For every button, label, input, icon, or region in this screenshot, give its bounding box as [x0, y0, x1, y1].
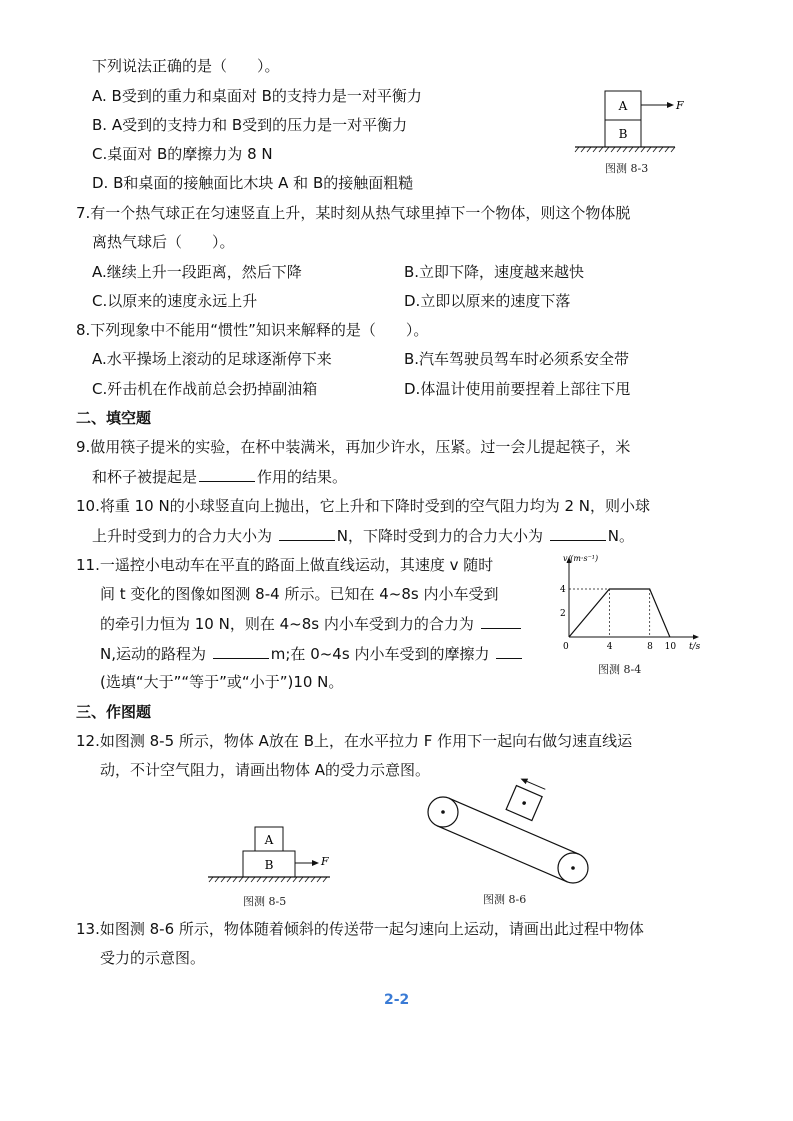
figure-8-5 — [208, 825, 338, 885]
q9-text-a: 和杯子被提起是 — [92, 468, 198, 486]
q8-option-a: A.水平操场上滚动的足球逐渐停下来 — [92, 350, 332, 368]
q7-line-2: 离热气球后（ ）。 — [92, 233, 235, 251]
x-tick-label: 4 — [606, 642, 613, 652]
q11-text-4b: m;在 0~4s 内小车受到的摩擦力 — [270, 645, 495, 663]
q12-line-2: 动，不计空气阻力，请画出物体 A的受力示意图。 — [100, 761, 431, 779]
q10-text-b: N，下降时受到力的合力大小为 — [336, 527, 548, 545]
q11-line-1: 11.一遥控小电动车在平直的路面上做直线运动，其速度 v 随时 — [76, 556, 494, 574]
q6-stem: 下列说法正确的是（ ）。 — [92, 57, 280, 75]
force-label: F — [321, 855, 329, 868]
q8-line-1: 8.下列现象中不能用“惯性”知识来解释的是（ ）。 — [76, 321, 429, 339]
q11-line-3 — [100, 613, 523, 634]
q6-option-a: A. B受到的重力和桌面对 B的支持力是一对平衡力 — [92, 87, 422, 105]
q10-answer-blank-2[interactable] — [550, 525, 606, 541]
figure-8-5-caption: 图测 8-5 — [243, 895, 287, 908]
force-arrowhead — [312, 860, 319, 866]
page-number: 2-2 — [384, 992, 410, 1008]
q7-option-c: C.以原来的速度永远上升 — [92, 292, 258, 310]
q9-text-b: 作用的结果。 — [257, 468, 348, 486]
ground-hatch — [209, 877, 327, 882]
y-axis-label: v/(m·s⁻¹) — [563, 554, 599, 563]
q8-option-d: D.体温计使用前要捏着上部往下甩 — [404, 380, 631, 398]
velocity-series-line — [569, 589, 670, 637]
q12-line-1: 12.如图测 8-5 所示，物体 A放在 B上，在水平拉力 F 作用下一起向右做匀速直线运 — [76, 732, 633, 750]
motion-arrowhead — [519, 776, 528, 784]
upper-pulley-axle — [441, 810, 445, 814]
y-tick-label: 4 — [560, 585, 566, 595]
q7-option-d: D.立即以原来的速度下落 — [404, 292, 571, 310]
q8-option-b: B.汽车驾驶员驾车时必须系安全带 — [404, 350, 630, 368]
q6-option-b: B. A受到的支持力和 B受到的压力是一对平衡力 — [92, 116, 408, 134]
conveyor-belt-bottom — [437, 826, 567, 882]
q9-line-2 — [92, 466, 347, 487]
motion-arrow — [527, 781, 545, 789]
block-a-label: A — [618, 99, 628, 113]
q11-line-2: 间 t 变化的图像如图测 8-4 所示。已知在 4~8s 内小车受到 — [100, 585, 499, 603]
q11-answer-blank-3[interactable] — [496, 643, 522, 659]
q7-option-b: B.立即下降，速度越来越快 — [404, 263, 585, 281]
lower-pulley-axle — [571, 866, 575, 870]
q6-option-d: D. B和桌面的接触面比木块 A 和 B的接触面粗糙 — [92, 174, 414, 192]
section-drawing-heading: 三、作图题 — [76, 703, 152, 721]
q10-line-2 — [92, 525, 634, 546]
q10-answer-blank-1[interactable] — [279, 525, 335, 541]
block-b-label: B — [264, 858, 274, 872]
figure-8-3 — [575, 88, 685, 153]
q10-line-1: 10.将重 10 N的小球竖直向上抛出，它上升和下降时受到的空气阻力均为 2 N，则小球 — [76, 497, 651, 515]
figure-8-6-caption: 图测 8-6 — [483, 893, 527, 906]
q7-line-1: 7.有一个热气球正在匀速竖直上升，某时刻从热气球里掉下一个物体，则这个物体脱 — [76, 204, 631, 222]
x-tick-label: 0 — [563, 642, 569, 652]
q7-option-a: A.继续上升一段距离，然后下降 — [92, 263, 302, 281]
x-axis-arrowhead — [693, 635, 699, 640]
q10-text-a: 上升时受到力的合力大小为 — [92, 527, 277, 545]
block-b-label: B — [618, 127, 628, 141]
ground-hatch — [575, 147, 675, 152]
x-tick-label: 10 — [664, 642, 677, 652]
q11-text-3a: 的牵引力恒为 10 N，则在 4~8s 内小车受到力的合力为 — [100, 615, 479, 633]
q6-option-c: C.桌面对 B的摩擦力为 8 N — [92, 145, 273, 163]
q11-text-4a: N,运动的路程为 — [100, 645, 211, 663]
force-label: F — [676, 99, 684, 112]
force-arrowhead — [667, 102, 674, 108]
q11-answer-blank-2[interactable] — [213, 643, 269, 659]
x-tick-label: 8 — [647, 642, 653, 652]
section-fill-in-heading: 二、填空题 — [76, 409, 152, 427]
figure-8-4-caption: 图测 8-4 — [598, 663, 642, 676]
q11-line-4 — [100, 643, 524, 664]
q8-option-c: C.歼击机在作战前总会扔掉副油箱 — [92, 380, 318, 398]
y-tick-label: 2 — [560, 609, 566, 619]
q11-answer-blank-1[interactable] — [481, 613, 521, 629]
figure-8-6 — [425, 785, 595, 890]
q13-line-1: 13.如图测 8-6 所示，物体随着倾斜的传送带一起匀速向上运动，请画出此过程中物体 — [76, 920, 644, 938]
q9-answer-blank[interactable] — [199, 466, 255, 482]
q9-line-1: 9.做用筷子提米的实验，在杯中装满米，再加少许水，压紧。过一会儿提起筷子，米 — [76, 438, 631, 456]
figure-8-4-chart — [555, 555, 705, 655]
q13-line-2: 受力的示意图。 — [100, 949, 206, 967]
q10-text-c: N。 — [607, 527, 635, 545]
block-a-label: A — [264, 833, 274, 847]
x-axis-label: t/s — [689, 642, 701, 652]
figure-8-3-caption: 图测 8-3 — [605, 162, 649, 175]
q11-line-5: (选填“大于”“等于”或“小于”)10 N。 — [100, 673, 344, 691]
